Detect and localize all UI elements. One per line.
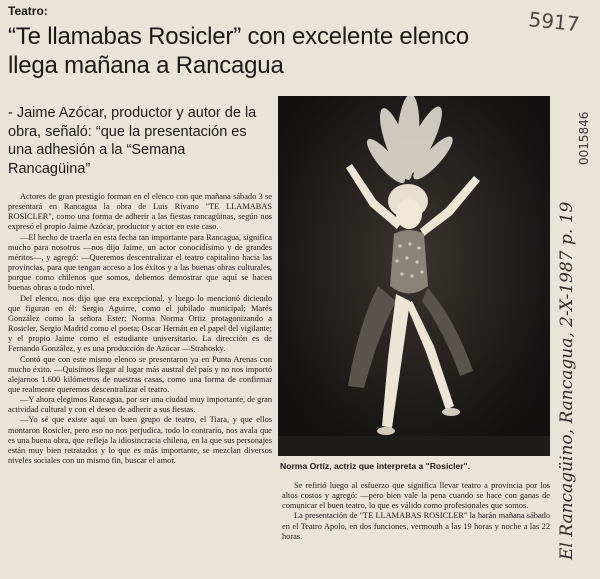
photo-caption: Norma Ortíz, actriz que interpreta a "Rosicler". [280,461,471,471]
paragraph: La presentación de "TE LLAMABAS ROSICLER" la harán mañana sábado en el Teatro Apolo, en dos funciones, vermouth a las 19 horas y noche a las 22 horas. [282,511,550,541]
paragraph: —Yo sé que existe aquí un buen grupo de teatro, el Tiara, y que ellos montaron Rosicler, pero eso no nos perjudica, todo lo contrario, nos avala que es una buena obra, que refleja la idiosincracia chilena, en la que sus personajes están muy bien retratados y lo que es más importante, se mezclan diversos niveles sociales con un mismo fin, buscar el amor. [8,415,272,466]
actress-photo-illustration [278,96,550,456]
actress-photo [278,96,550,456]
headline: “Te llamabas Rosicler” con excelente elenco llega mañana a Rancagua [8,23,469,79]
subheadline: - Jaime Azócar, productor y autor de la obra, señaló: “que la presentación es una adhesión a la “Semana Rancagüina” [8,105,257,177]
handwritten-number: 5917 [527,7,581,37]
paragraph: Del elenco, nos dijo que era excepcional, y luego lo mencionó diciendo que figuran en él: Sergio Aguirre, como el jubilado municipal; Marés González como la señora Ester; Norma Norma Ortiz protagonizando a Rosicler, Sergio Madrid como el poeta; Oscar Hernán en el papel del vigilante; y el propio Jaime como el estudiante universitario. La dirección es de Fernando González, y es una producción de Azócar —Strahosky. [8,293,272,354]
paragraph: Contó que con este mismo elenco se presentaron ya en Punta Arenas con mucho éxito. —Quisimos llegar al lugar más austral del país y no nos importó alejarnos 1.600 kilómetros de nuestras casas, como una forma de confirmar que realmente queremos descentralizar el teatro. [8,354,272,394]
paragraph: —El hecho de traerla en esta fecha tan importante para Rancagua, significa mucho para nosotros —nos dijo Jaime, un actor conocidísimo y de grandes méritos—, y agregó: —Queremos descentralizar el teatro capitalino hacia las provincias, para que tengan acceso a los éxitos y a las buenas obras culturales, porque como chilenos que somos, debemos demostrar que aquí se hacen buenas obras a todo nivel. [8,232,272,293]
archive-code: 0015846 [577,111,591,165]
paragraph: Actores de gran prestigio forman en el elenco con que mañana sábado 3 se presentará en Rancagua la obra de Luis Rivano "TE LLAMABAS ROSICLER", como una forma de adherir a las fiestas rancagüinas, según nos expresó el propio Jaime Azócar, productor y actor en este caso. [8,192,272,232]
handwritten-source-note: El Rancagüino, Rancagua, 2-X-1987 p. 19 [557,201,577,560]
section-label: Teatro: [8,4,48,18]
left-body-column [8,192,272,466]
paragraph: Se refirió luego al esfuerzo que significa llevar teatro a provincia por los altos costos y agregó: —pero bien vale la pena cuando se hace con ganas de comunicar el buen teatro, lo que es válido como profesionales que somos. [282,481,550,511]
paragraph: —Y ahora elegimos Rancagua, por ser una ciudad muy importante, de gran actividad cultural y con el deseo de adherir a sus fiestas. [8,395,272,415]
right-body-column [282,481,550,542]
